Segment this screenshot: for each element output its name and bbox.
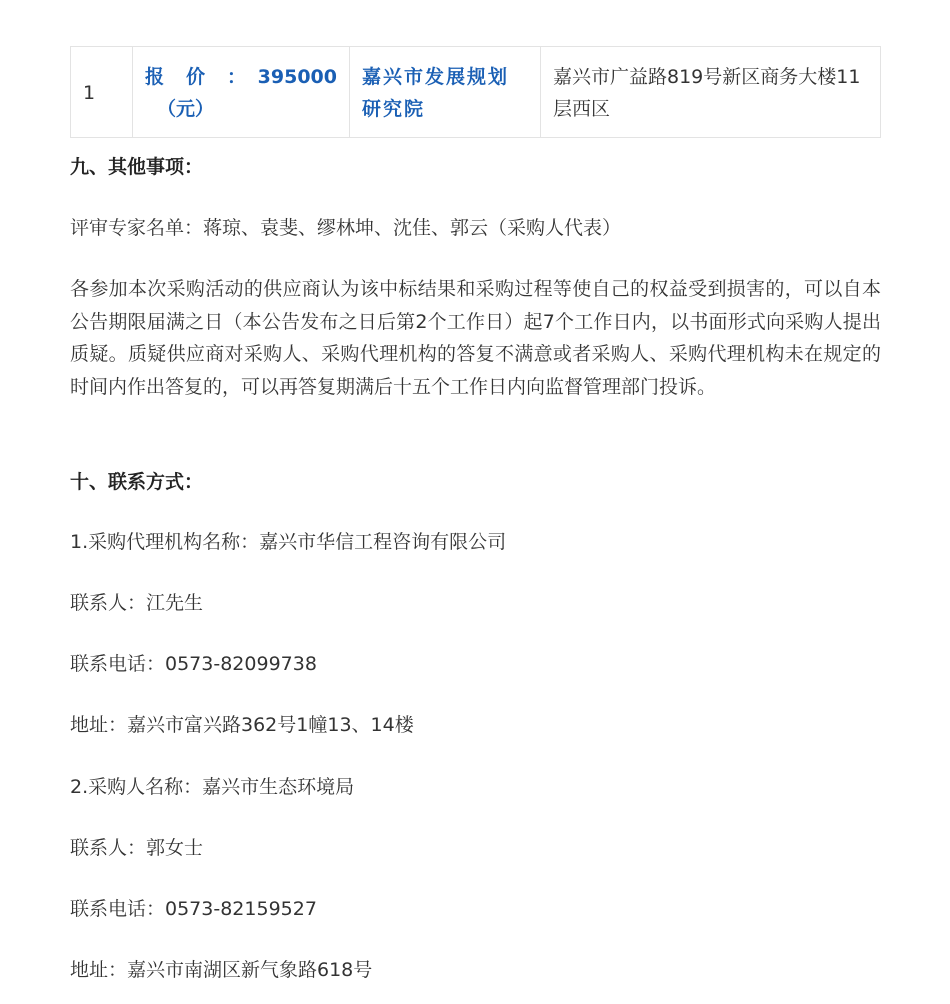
supplier-address: 嘉兴市广益路819号新区商务大楼11层西区 (541, 47, 881, 138)
award-price-cell (133, 47, 350, 138)
agency-name: 1.采购代理机构名称：嘉兴市华信工程咨询有限公司 (70, 531, 507, 553)
agency-contact: 联系人：江先生 (70, 592, 204, 614)
announcement-body (70, 46, 881, 981)
price-label: 报 价 ： (145, 66, 247, 88)
supplier-name: 嘉兴市发展规划研究院 (350, 47, 541, 138)
agency-phone: 联系电话：0573-82099738 (70, 653, 317, 675)
buyer-name: 2.采购人名称：嘉兴市生态环境局 (70, 776, 355, 798)
price-unit: （元） (157, 98, 215, 120)
table-row (71, 47, 881, 138)
agency-address: 地址：嘉兴市富兴路362号1幢13、14楼 (70, 714, 414, 736)
buyer-address: 地址：嘉兴市南湖区新气象路618号 (70, 959, 373, 981)
section-ten-title: 十、联系方式： (70, 471, 204, 493)
price-value: 395000 (257, 66, 337, 88)
row-index: 1 (71, 47, 133, 138)
expert-list: 评审专家名单：蒋琼、袁斐、缪林坤、沈佳、郭云（采购人代表） (70, 217, 622, 239)
complaint-notice: 各参加本次采购活动的供应商认为该中标结果和采购过程等使自己的权益受到损害的，可以自本公告期限届满之日（本公告发布之日后第2个工作日）起7个工作日内，以书面形式向采购人提出质疑。质疑供应商对采购人、采购代理机构的答复不满意或者采购人、采购代理机构未在规定的时间内作出答复的，可以再答复期满后十五个工作日内向监督管理部门投诉。 (70, 278, 881, 398)
award-result-table (70, 46, 881, 138)
buyer-phone: 联系电话：0573-82159527 (70, 898, 317, 920)
section-nine-title: 九、其他事项： (70, 156, 204, 178)
buyer-contact: 联系人：郭女士 (70, 837, 204, 859)
